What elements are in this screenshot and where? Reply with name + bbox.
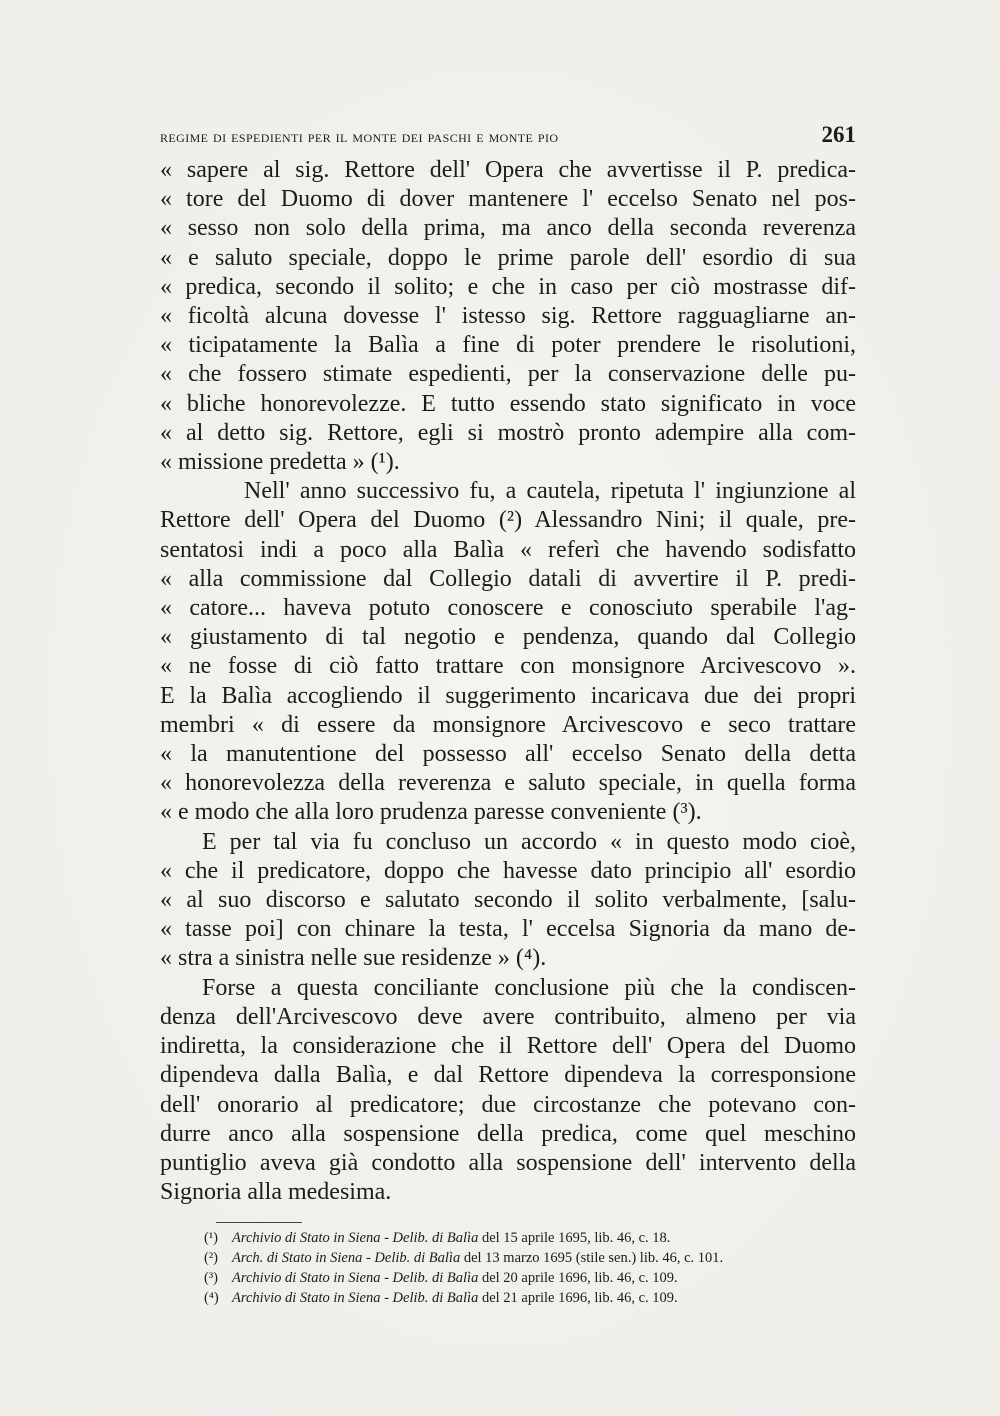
text-line: « bliche honorevolezze. E tutto essendo stato significato in voce bbox=[160, 390, 856, 417]
footnote-detail: del 20 aprile 1696, lib. 46, c. 109. bbox=[481, 1270, 678, 1286]
paragraph-start-line: Forse a questa conciliante conclusione più che la condiscen- bbox=[202, 974, 856, 1001]
text-line: denza dell'Arcivescovo deve avere contribuito, almeno per via bbox=[160, 1003, 856, 1030]
text-line: « sesso non solo della prima, ma anco della seconda reverenza bbox=[160, 215, 856, 242]
footnote-detail: del 13 marzo 1695 (stile sen.) lib. 46, c. 101. bbox=[463, 1250, 724, 1266]
text-line: « stra a sinistra nelle sue residenze » (⁴). bbox=[160, 945, 547, 972]
footnote-source: Archivio di Stato in Siena - Delib. di Balìa bbox=[232, 1290, 479, 1306]
text-line: « alla commissione dal Collegio datali di avvertire il P. predi- bbox=[160, 565, 856, 592]
text-line: dipendeva dalla Balìa, e dal Rettore dipendeva la corresponsione bbox=[160, 1062, 856, 1089]
text-line: « che fossero stimate espedienti, per la conservazione delle pu- bbox=[160, 361, 856, 388]
text-line: Signoria alla medesima. bbox=[160, 1179, 392, 1206]
footnote bbox=[204, 1288, 856, 1308]
text-line: « sapere al sig. Rettore dell' Opera che avvertisse il P. predica- bbox=[160, 157, 856, 183]
text-line: « la manutentione del possesso all' eccelso Senato della detta bbox=[160, 741, 856, 768]
text-line: « giustamento di tal negotio e pendenza, quando dal Collegio bbox=[160, 624, 856, 651]
text-line: « e saluto speciale, doppo le prime parole dell' esordio di sua bbox=[160, 244, 856, 271]
page-header bbox=[160, 122, 856, 154]
text-line: « tore del Duomo di dover mantenere l' eccelso Senato nel pos- bbox=[160, 186, 856, 213]
text-line: « catore... haveva potuto conoscere e conosciuto sperabile l'ag- bbox=[160, 595, 856, 622]
footnote bbox=[204, 1248, 856, 1268]
text-line: « al suo discorso e salutato secondo il solito verbalmente, [salu- bbox=[160, 887, 856, 914]
text-line: « e modo che alla loro prudenza paresse conveniente (³). bbox=[160, 799, 702, 826]
footnote-mark: (¹) bbox=[204, 1230, 219, 1246]
footnote-detail: del 15 aprile 1695, lib. 46, c. 18. bbox=[481, 1230, 671, 1246]
footnote bbox=[204, 1228, 856, 1248]
body-text bbox=[160, 156, 856, 1207]
paragraph-start-line: E per tal via fu concluso un accordo « in questo modo cioè, bbox=[202, 828, 856, 855]
footnote-detail: del 21 aprile 1696, lib. 46, c. 109. bbox=[481, 1290, 678, 1306]
text-line: indiretta, la considerazione che il Rettore dell' Opera del Duomo bbox=[160, 1033, 856, 1060]
footnote-mark: (²) bbox=[204, 1250, 219, 1266]
text-line: « ne fosse di ciò fatto trattare con monsignore Arcivescovo ». bbox=[160, 653, 856, 680]
footnote-mark: (⁴) bbox=[204, 1290, 219, 1306]
text-line: « tasse poi] con chinare la testa, l' eccelsa Signoria da mano de- bbox=[160, 916, 856, 943]
text-line: membri « di essere da monsignore Arcivescovo e seco trattare bbox=[160, 711, 856, 738]
text-line: puntiglio aveva già condotto alla sospensione dell' intervento della bbox=[160, 1149, 856, 1176]
footnotes bbox=[204, 1222, 856, 1308]
text-line: durre anco alla sospensione della predica, come quel meschino bbox=[160, 1120, 856, 1147]
page-number: 261 bbox=[821, 122, 856, 147]
footnote bbox=[204, 1268, 856, 1288]
text-line: « predica, secondo il solito; e che in caso per ciò mostrasse dif- bbox=[160, 273, 856, 300]
text-line: « honorevolezza della reverenza e saluto speciale, in quella forma bbox=[160, 770, 856, 797]
footnote-mark: (³) bbox=[204, 1270, 219, 1286]
text-line: « missione predetta » (¹). bbox=[160, 449, 400, 476]
text-line: Rettore dell' Opera del Duomo (²) Alessandro Nini; il quale, pre- bbox=[160, 507, 856, 534]
paragraph-start-line: Nell' anno successivo fu, a cautela, ripetuta l' ingiunzione al bbox=[244, 478, 856, 505]
text-line: E la Balìa accogliendo il suggerimento incaricava due dei propri bbox=[160, 682, 856, 709]
footnote-source: Archivio di Stato in Siena - Delib. di Balìa bbox=[232, 1270, 479, 1286]
text-line: dell' onorario al predicatore; due circostanze che potevano con- bbox=[160, 1091, 856, 1118]
text-line: sentatosi indi a poco alla Balìa « referì che havendo sodisfatto bbox=[160, 536, 856, 563]
text-line: « che il predicatore, doppo che havesse dato principio all' esordio bbox=[160, 857, 856, 884]
footnote-source: Archivio di Stato in Siena - Delib. di Balìa bbox=[232, 1230, 479, 1246]
text-line: « ticipatamente la Balìa a fine di poter prendere le risolutioni, bbox=[160, 332, 856, 359]
footnote-source: Arch. di Stato in Siena - Delib. di Balìa bbox=[232, 1250, 461, 1266]
text-line: « al detto sig. Rettore, egli si mostrò pronto adempire alla com- bbox=[160, 419, 856, 446]
running-title: regime di espedienti per il monte dei paschi e monte pio bbox=[160, 127, 559, 146]
text-line: « ficoltà alcuna dovesse l' istesso sig. Rettore ragguagliarne an- bbox=[160, 303, 856, 330]
